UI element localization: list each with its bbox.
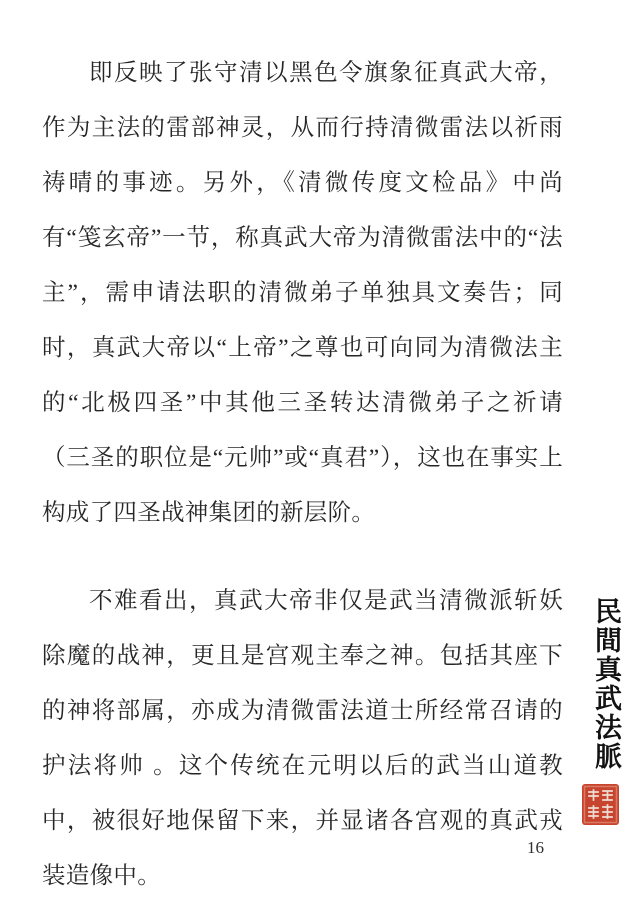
seal-icon [582,784,619,825]
red-seal-stamp [582,784,619,825]
paragraph-1: 即反映了张守清以黑色令旗象征真武大帝，作为主法的雷部神灵，从而行持清微雷法以祈雨祷晴的事迹。另外，《清微传度文检品》中尚有“笺玄帝”一节，称真武大帝为清微雷法中的“法主”，需申请法职的清微弟子单独具文奏告；同时，真武大帝以“上帝”之尊也可向同为清微法主的“北极四圣”中其他三圣转达清微弟子之祈请（三圣的职位是“元帅”或“真君”），这也在事实上构成了四圣战神集团的新层阶。 [42,60,563,526]
sidebar-calligraphy: 民間真武法脈 [590,597,621,771]
paragraph-2: 不难看出，真武大帝非仅是武当清微派斩妖除魔的战神，更且是宫观主奉之神。包括其座下的神将部属，亦成为清微雷法道士所经常召请的护法将帅 。这个传统在元明以后的武当山道教中，被很好地保留下来，并显诸各宫观的真武戎装造像中。 [42,588,563,889]
body-text [42,46,563,904]
page-number: 16 [527,838,544,857]
